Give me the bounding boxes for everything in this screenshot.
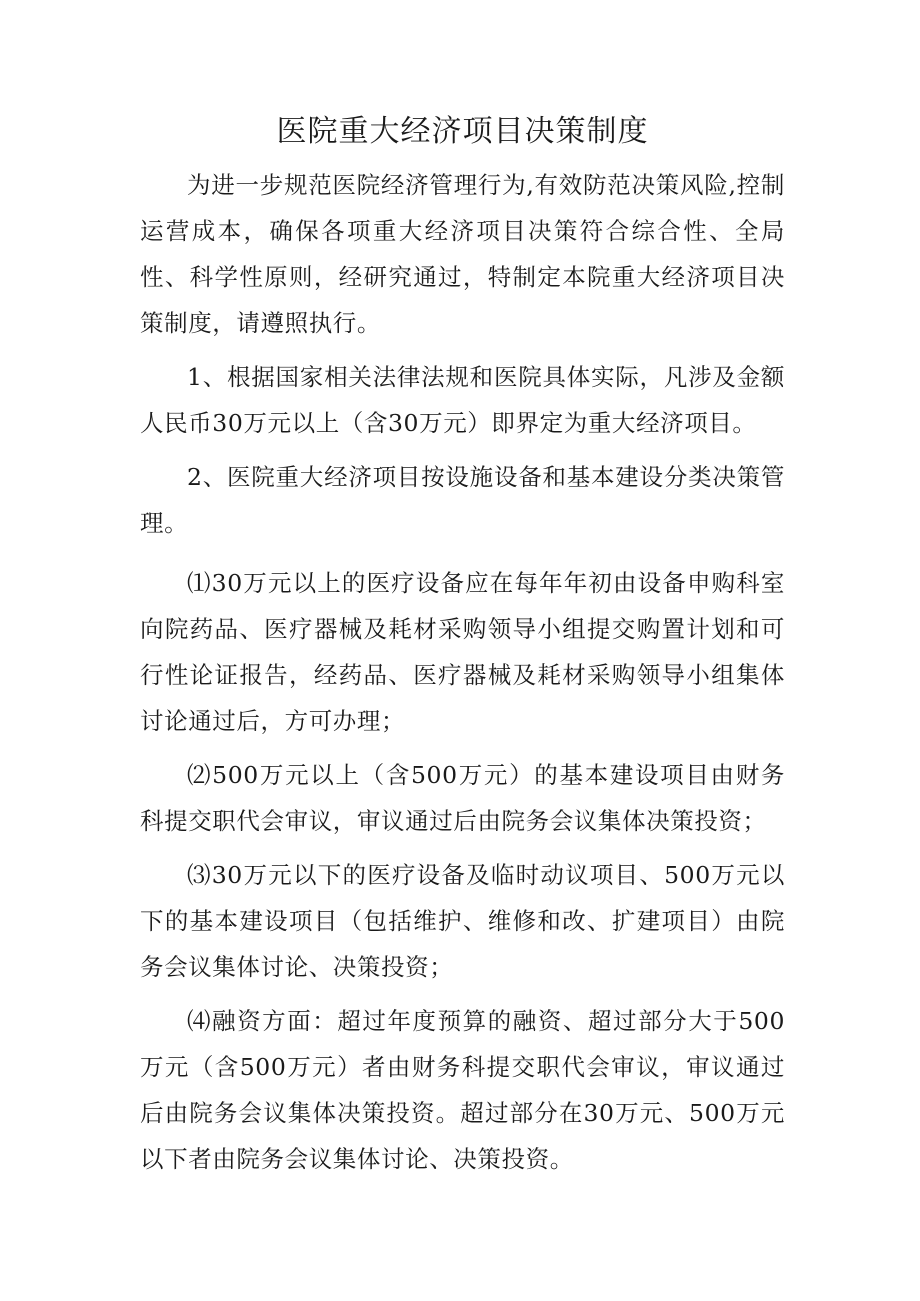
clause-2-item-2-paragraph: ⑵500万元以上（含500万元）的基本建设项目由财务科提交职代会审议，审议通过后由院务会议集体决策投资； — [140, 761, 785, 835]
document-title: 医院重大经济项目决策制度 — [276, 114, 649, 149]
intro-paragraph: 为进一步规范医院经济管理行为,有效防范决策风险,控制运营成本，确保各项重大经济项目决策符合综合性、全局性、科学性原则，经研究通过，特制定本院重大经济项目决策制度，请遵照执行。 — [140, 171, 785, 337]
clause-2-paragraph: 2、医院重大经济项目按设施设备和基本建设分类决策管理。 — [140, 463, 785, 537]
clause-2-item-4-paragraph: ⑷融资方面：超过年度预算的融资、超过部分大于500万元（含500万元）者由财务科提交职代会审议，审议通过后由院务会议集体决策投资。超过部分在30万元、500万元以下者由院务会议集体讨论、决策投资。 — [140, 1007, 785, 1173]
document-page — [140, 108, 785, 1182]
clause-1-paragraph: 1、根据国家相关法律法规和医院具体实际，凡涉及金额人民币30万元以上（含30万元）即界定为重大经济项目。 — [140, 363, 785, 437]
clause-2-item-1-paragraph: ⑴30万元以上的医疗设备应在每年年初由设备申购科室向院药品、医疗器械及耗材采购领导小组提交购置计划和可行性论证报告，经药品、医疗器械及耗材采购领导小组集体讨论通过后，方可办理； — [140, 569, 785, 735]
clause-2-item-3-paragraph: ⑶30万元以下的医疗设备及临时动议项目、500万元以下的基本建设项目（包括维护、维修和改、扩建项目）由院务会议集体讨论、决策投资； — [140, 861, 785, 981]
